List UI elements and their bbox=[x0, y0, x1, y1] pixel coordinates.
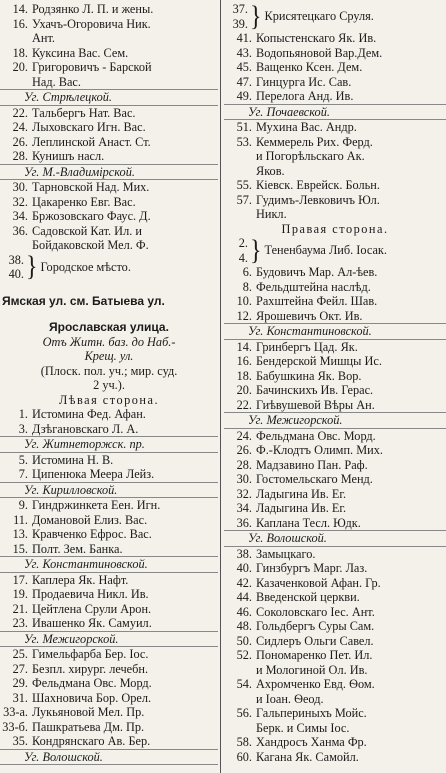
directory-entry bbox=[224, 178, 446, 193]
directory-entry bbox=[224, 340, 446, 355]
entry-name: Гиѣвушевой Вѣры Ан. bbox=[256, 397, 375, 412]
street-subtitle: Крещ. ул. bbox=[84, 349, 134, 363]
directory-entry bbox=[0, 705, 218, 720]
entry-name: Истомина Н. В. bbox=[32, 452, 114, 467]
directory-entry bbox=[224, 472, 446, 487]
directory-entry bbox=[224, 429, 446, 444]
entry-number: 38. bbox=[236, 546, 252, 561]
directory-entry bbox=[224, 309, 446, 324]
entry-number: 10. bbox=[236, 294, 252, 308]
directory-entry bbox=[0, 195, 218, 210]
entry-name: Продаевича Никл. Ив. bbox=[32, 587, 149, 601]
entry-name: Гринбергъ Цад. Як. bbox=[256, 339, 358, 354]
entry-name: Мухина Вас. Андр. bbox=[256, 120, 357, 134]
entry-name: Тененбаума Либ. Іосак. bbox=[264, 243, 387, 258]
entry-number: 32. bbox=[236, 486, 252, 501]
entry-number: 3. bbox=[18, 421, 28, 436]
entry-number: 5. bbox=[18, 452, 28, 467]
entry-number: 4. bbox=[238, 250, 248, 265]
entry-number: 26. bbox=[12, 134, 28, 149]
directory-entry bbox=[224, 561, 446, 576]
street-corner-label: Уг. Константиновской. bbox=[0, 556, 218, 573]
directory-entry bbox=[0, 513, 218, 528]
brace-entry bbox=[224, 2, 446, 31]
entry-number: 21. bbox=[12, 601, 28, 616]
entry-name: Гинзбургъ Марг. Лаз. bbox=[256, 561, 368, 575]
entry-name: Хандросъ Ханма Фр. bbox=[256, 735, 367, 749]
entry-name: Рахштейна Фейл. Шав. bbox=[256, 294, 378, 308]
street-corner-label: Уг. Почаевской. bbox=[224, 104, 446, 121]
entry-number: 11. bbox=[13, 512, 28, 527]
entry-name: Фельдмана Овс. Морд. bbox=[32, 676, 152, 690]
directory-entry bbox=[224, 265, 446, 280]
street-corner-label: Уг. М.-Владимірской. bbox=[0, 164, 218, 181]
entry-continuation: Берк. и Симы Іос. bbox=[256, 720, 350, 735]
entry-number: 58. bbox=[236, 735, 252, 749]
entry-number: 31. bbox=[12, 690, 28, 705]
directory-entry bbox=[224, 547, 446, 562]
directory-entry bbox=[224, 487, 446, 502]
entry-name: Кондрянскаго Ав. Бер. bbox=[32, 734, 151, 748]
directory-entry bbox=[0, 209, 218, 224]
entry-name: Городское мѣсто. bbox=[40, 259, 131, 274]
entry-number: 13. bbox=[12, 527, 28, 541]
directory-entry bbox=[0, 573, 218, 588]
entry-continuation: и Іоан. Ѳеод. bbox=[256, 691, 324, 706]
entry-name: Цейтлена Срули Арон. bbox=[32, 601, 152, 616]
entry-name: Соколовскаго Іес. Ант. bbox=[256, 604, 375, 619]
entry-number: 32. bbox=[12, 194, 28, 209]
directory-entry bbox=[0, 467, 218, 482]
entry-name: Сидлеръ Ольги Савел. bbox=[256, 633, 374, 648]
entry-number: 45. bbox=[236, 60, 252, 74]
entry-name: Садовской Кат. Ил. и bbox=[32, 223, 142, 238]
entry-name: Бабушкина Як. Вор. bbox=[256, 368, 362, 383]
entry-continuation: и Погорѣльскаго Ак. bbox=[256, 149, 365, 163]
column-divider bbox=[220, 0, 221, 773]
entry-number: 18. bbox=[236, 368, 252, 383]
entry-number: 36. bbox=[236, 515, 252, 530]
entry-number: 8. bbox=[242, 279, 252, 294]
directory-entry bbox=[0, 149, 218, 164]
entry-name: Казаченковой Афан. Гр. bbox=[256, 575, 381, 590]
directory-entry bbox=[224, 750, 446, 765]
entry-name: Ф.-Клодтъ Олимп. Мих. bbox=[256, 443, 383, 457]
side-heading: Правая сторона. bbox=[281, 221, 389, 236]
entry-name: Перелога Анд. Ив. bbox=[256, 89, 354, 103]
entry-number: 28. bbox=[236, 457, 252, 472]
entry-number: 9. bbox=[18, 498, 28, 512]
entry-name: Безпл. хирург. лечебн. bbox=[32, 661, 149, 676]
entry-number: 40. bbox=[8, 267, 24, 281]
directory-entry bbox=[0, 106, 218, 121]
entry-name: Ващенко Ксен. Дем. bbox=[256, 60, 363, 74]
directory-entry bbox=[0, 498, 218, 513]
entry-number: 38. bbox=[8, 252, 24, 267]
entry-name: Гимельфарба Бер. Іос. bbox=[32, 647, 149, 661]
entry-number: 37. bbox=[232, 2, 248, 16]
directory-entry bbox=[224, 634, 446, 649]
entry-number: 12. bbox=[236, 308, 252, 323]
entry-number: 27. bbox=[12, 661, 28, 676]
entry-name: Замыцкаго. bbox=[256, 546, 316, 561]
entry-name: Гольдбергъ Суры Сам. bbox=[256, 619, 375, 633]
directory-entry bbox=[224, 443, 446, 458]
directory-entry bbox=[224, 516, 446, 531]
entry-name: Ладыгина Ив. Ег. bbox=[256, 486, 347, 501]
entry-number: 1. bbox=[18, 407, 28, 421]
entry-name: Фельдмана Овс. Морд. bbox=[256, 428, 376, 443]
street-corner-label: Уг. Волошской. bbox=[0, 749, 218, 766]
left-entries-block-1 bbox=[0, 2, 218, 253]
entry-name: Водопьяновой Вар.Дем. bbox=[256, 45, 383, 60]
entry-number: 40. bbox=[236, 561, 252, 575]
entry-number: 57. bbox=[236, 192, 252, 207]
entry-name: Полт. Зем. Банка. bbox=[32, 541, 123, 556]
directory-entry bbox=[224, 193, 446, 208]
yamskaya-reference: Ямская ул. см. Батыева ул. bbox=[2, 293, 165, 308]
street-corner-label: Уг. Кирилловской. bbox=[0, 482, 218, 499]
directory-entry bbox=[0, 676, 218, 691]
entry-number: 51. bbox=[236, 120, 252, 134]
entry-number: 29. bbox=[12, 676, 28, 690]
entry-number: 30. bbox=[12, 180, 28, 194]
entry-name: Истомина Фед. Афан. bbox=[32, 407, 146, 421]
entry-number: 50. bbox=[236, 633, 252, 648]
entry-number: 20. bbox=[12, 60, 28, 74]
entry-name: Фельдштейна наслѣд. bbox=[256, 279, 371, 294]
street-district: (Плоск. пол. уч.; мир. суд. bbox=[40, 363, 178, 378]
directory-entry bbox=[224, 501, 446, 516]
entry-name: Гальпериныхъ Мойс. bbox=[256, 706, 367, 720]
directory-entry bbox=[224, 590, 446, 605]
brace-entry bbox=[0, 253, 218, 282]
directory-entry bbox=[0, 616, 218, 631]
directory-entry bbox=[224, 576, 446, 591]
entry-number: 54. bbox=[236, 677, 252, 691]
entry-number: 15. bbox=[12, 541, 28, 556]
entry-number: 34. bbox=[12, 209, 28, 223]
entry-number: 6. bbox=[242, 265, 252, 279]
entry-name: Гинцурга Ис. Сав. bbox=[256, 74, 352, 89]
directory-entry bbox=[224, 458, 446, 473]
directory-entry bbox=[224, 135, 446, 150]
entry-name: Григоровичъ - Барской bbox=[32, 60, 152, 74]
entry-number: 22. bbox=[12, 105, 28, 120]
entry-number: 56. bbox=[236, 706, 252, 720]
left-column bbox=[0, 2, 218, 765]
entry-name: Шахновича Бор. Орел. bbox=[32, 690, 152, 705]
entry-number: 19. bbox=[12, 587, 28, 601]
street-corner-label: Уг. Житнеторжск. пр. bbox=[0, 436, 218, 453]
street-corner-label: Уг. Волошской. bbox=[224, 530, 446, 547]
directory-entry bbox=[224, 735, 446, 750]
directory-entry bbox=[0, 720, 218, 735]
street-title: Ярославская улица. bbox=[49, 320, 169, 334]
entry-number: 20. bbox=[236, 383, 252, 397]
entry-number: 18. bbox=[12, 45, 28, 60]
entry-number: 44. bbox=[236, 590, 252, 604]
entry-number: 23. bbox=[12, 616, 28, 630]
entry-name: Введенской церкви. bbox=[256, 590, 360, 604]
directory-entry bbox=[0, 120, 218, 135]
directory-entry bbox=[0, 422, 218, 437]
directory-entry bbox=[0, 224, 218, 239]
entry-name: Леплинской Анаст. Ст. bbox=[32, 134, 151, 149]
entry-number: 30. bbox=[236, 472, 252, 486]
directory-entry bbox=[0, 542, 218, 557]
street-corner-label: Уг. Стрѣлецкой. bbox=[0, 89, 218, 106]
entry-number: 36. bbox=[12, 223, 28, 238]
entry-number: 46. bbox=[236, 604, 252, 619]
entry-name: Крисятецкаго Сруля. bbox=[264, 9, 374, 24]
entry-number: 35. bbox=[12, 734, 28, 748]
entry-number: 2. bbox=[238, 236, 248, 250]
entry-number: 49. bbox=[236, 89, 252, 103]
brace-symbol: } bbox=[250, 234, 262, 267]
entry-name: Кеммерель Рих. Ферд. bbox=[256, 134, 373, 149]
entry-name: Родзянко Л. П. и жены. bbox=[32, 2, 154, 16]
entry-name: Мадзавино Пан. Раф. bbox=[256, 457, 368, 472]
directory-entry bbox=[0, 2, 218, 17]
directory-entry bbox=[224, 354, 446, 369]
entry-number: 42. bbox=[236, 575, 252, 590]
brace-symbol: } bbox=[250, 0, 262, 33]
entry-name: Тарновской Над. Мих. bbox=[32, 180, 150, 194]
entry-continuation: Ант. bbox=[32, 31, 55, 45]
directory-entry bbox=[224, 294, 446, 309]
entry-continuation: и Мологиной Ол. Ив. bbox=[256, 662, 368, 677]
side-heading: Лѣвая сторона. bbox=[58, 392, 160, 407]
entry-number: 14. bbox=[12, 2, 28, 16]
directory-entry bbox=[224, 369, 446, 384]
entry-name: Лыховскаго Игн. Вас. bbox=[32, 120, 146, 134]
directory-entry bbox=[0, 17, 218, 32]
entry-name: Ахромченко Евд. Ѳом. bbox=[256, 677, 375, 691]
entry-name: Гиндржинкета Еен. Игн. bbox=[32, 498, 161, 512]
directory-entry bbox=[0, 691, 218, 706]
entry-name: Дзѣгановскаго Л. А. bbox=[32, 421, 139, 436]
entry-number: 34. bbox=[236, 501, 252, 515]
entry-name: Пашкратьева Дм. Пр. bbox=[32, 719, 145, 734]
right-entries-block-2 bbox=[224, 265, 446, 764]
entry-number: 24. bbox=[236, 428, 252, 443]
entry-number: 14. bbox=[236, 339, 252, 354]
directory-entry bbox=[224, 706, 446, 721]
entry-name: Бендерской Мишцы Ис. bbox=[256, 354, 382, 368]
entry-number: 7. bbox=[18, 467, 28, 481]
entry-name: Будовичъ Мар. Ал-ѣев. bbox=[256, 265, 378, 279]
entry-name: Кунишъ насл. bbox=[32, 149, 105, 163]
brace-entry bbox=[224, 236, 446, 265]
entry-number: 39. bbox=[232, 16, 248, 31]
entry-number: 48. bbox=[236, 619, 252, 633]
directory-entry bbox=[224, 46, 446, 61]
directory-entry bbox=[0, 60, 218, 75]
entry-name: Каплана Тесл. Юдк. bbox=[256, 515, 361, 530]
entry-name: Гостомельскаго Менд. bbox=[256, 472, 373, 486]
entry-number: 24. bbox=[12, 120, 28, 134]
entry-number: 43. bbox=[236, 45, 252, 60]
directory-entry bbox=[0, 602, 218, 617]
directory-entry bbox=[0, 587, 218, 602]
directory-entry bbox=[0, 647, 218, 662]
directory-entry bbox=[224, 280, 446, 295]
entry-number: 22. bbox=[236, 397, 252, 412]
street-district: 2 уч.). bbox=[93, 378, 125, 392]
entry-continuation: Никл. bbox=[256, 207, 287, 221]
entry-number: 53. bbox=[236, 134, 252, 149]
directory-entry bbox=[224, 648, 446, 663]
entry-continuation: Бойдаковской Мел. Ф. bbox=[32, 238, 149, 252]
right-column bbox=[224, 2, 446, 764]
entry-number: 52. bbox=[236, 648, 252, 662]
entry-number: 17. bbox=[12, 572, 28, 587]
directory-entry bbox=[0, 662, 218, 677]
entry-name: Кагана Як. Самойл. bbox=[256, 749, 359, 764]
directory-entry bbox=[224, 120, 446, 135]
entry-name: Ладыгина Ив. Ег. bbox=[256, 501, 347, 515]
entry-number: 55. bbox=[236, 178, 252, 192]
directory-entry bbox=[224, 31, 446, 46]
directory-entry bbox=[0, 734, 218, 749]
entry-name: Ципенюка Меера Лейз. bbox=[32, 467, 155, 481]
right-entries-block-1 bbox=[224, 31, 446, 222]
directory-entry bbox=[0, 46, 218, 61]
entry-name: Домановой Елиз. Вас. bbox=[32, 512, 148, 527]
street-subtitle: Отъ Житн. баз. до Наб.- bbox=[42, 334, 176, 349]
street-corner-label: Уг. Константиновской. bbox=[224, 323, 446, 340]
entry-name: Бржозовскаго Фаус. Д. bbox=[32, 209, 151, 223]
entry-number: 33-а. bbox=[3, 705, 28, 719]
entry-number: 16. bbox=[236, 354, 252, 368]
entry-name: Тальбергъ Нат. Вас. bbox=[32, 105, 136, 120]
directory-entry bbox=[224, 75, 446, 90]
entry-name: Лукьяновой Мел. Пр. bbox=[32, 705, 145, 719]
entry-name: Ярошевичъ Окт. Ив. bbox=[256, 308, 363, 323]
entry-number: 41. bbox=[236, 31, 252, 45]
directory-entry bbox=[224, 605, 446, 620]
entry-number: 25. bbox=[12, 647, 28, 661]
entry-name: Кіевск. Еврейск. Больн. bbox=[256, 178, 380, 192]
street-corner-label: Уг. Межигорской. bbox=[224, 412, 446, 429]
entry-number: 16. bbox=[12, 16, 28, 31]
street-corner-label: Уг. Межигорской. bbox=[0, 631, 218, 648]
entry-name: Бачинскихъ Ив. Герас. bbox=[256, 383, 374, 397]
entry-number: 28. bbox=[12, 149, 28, 163]
entry-name: Гудимъ-Левковичъ Юл. bbox=[256, 192, 380, 207]
directory-entry bbox=[0, 527, 218, 542]
directory-entry bbox=[224, 60, 446, 75]
entry-number: 33-б. bbox=[2, 719, 28, 734]
entry-number: 26. bbox=[236, 443, 252, 457]
entry-name: Ивашенко Як. Самуил. bbox=[32, 616, 152, 630]
directory-entry bbox=[224, 677, 446, 692]
entry-name: Ухачъ-Огоровича Ник. bbox=[32, 16, 151, 31]
directory-entry bbox=[224, 89, 446, 104]
directory-entry bbox=[224, 398, 446, 413]
directory-entry bbox=[0, 180, 218, 195]
directory-entry bbox=[0, 407, 218, 422]
brace-symbol: } bbox=[26, 251, 38, 283]
directory-entry bbox=[0, 135, 218, 150]
left-entries-block-2 bbox=[0, 407, 218, 765]
entry-continuation: Яков. bbox=[256, 163, 285, 178]
entry-name: Цакаренко Евг. Вас. bbox=[32, 194, 136, 209]
entry-name: Куксина Вас. Сем. bbox=[32, 45, 129, 60]
entry-continuation: Над. Вас. bbox=[32, 74, 81, 89]
directory-entry bbox=[0, 453, 218, 468]
entry-name: Пономаренко Пет. Ил. bbox=[256, 648, 373, 662]
directory-entry bbox=[224, 383, 446, 398]
entry-number: 47. bbox=[236, 74, 252, 89]
entry-name: Кравченко Ефрос. Вас. bbox=[32, 527, 152, 541]
directory-entry bbox=[224, 619, 446, 634]
entry-number: 60. bbox=[236, 749, 252, 764]
entry-name: Каплера Як. Нафт. bbox=[32, 572, 129, 587]
entry-name: Копыстенскаго Як. Ив. bbox=[256, 31, 377, 45]
